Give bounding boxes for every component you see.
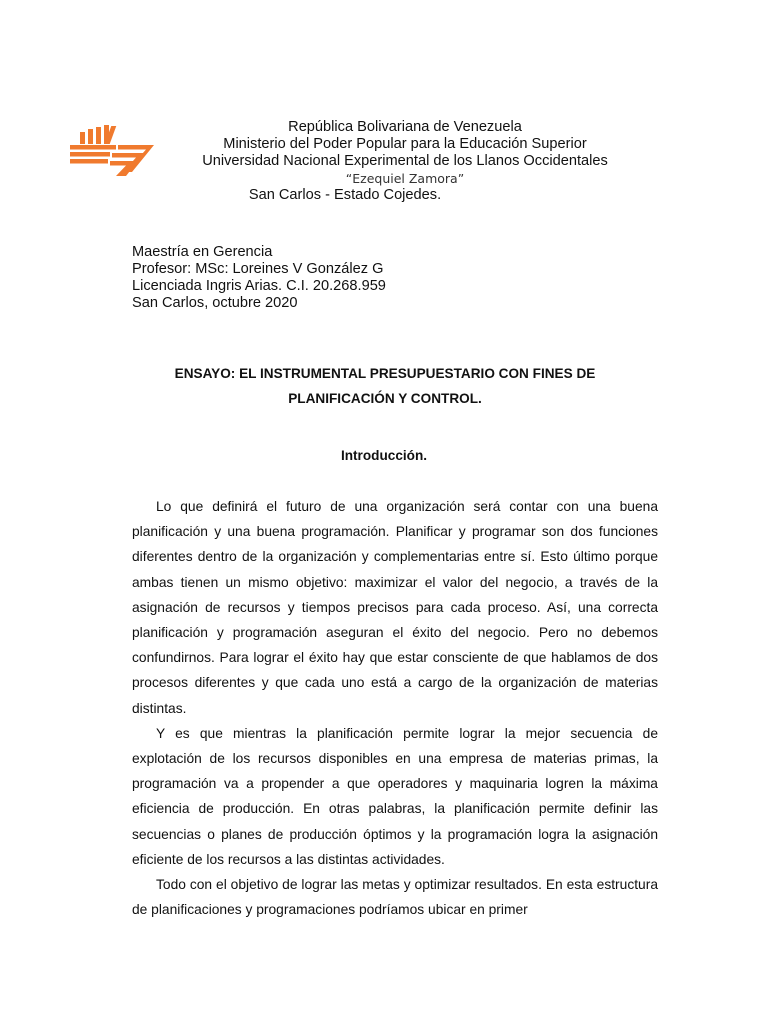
place-date-line: San Carlos, octubre 2020 (132, 295, 298, 311)
institution-header (190, 119, 620, 204)
header-city: San Carlos - Estado Cojedes. (248, 187, 442, 203)
university-stripes-logo-icon (68, 124, 158, 178)
paragraph: Lo que definirá el futuro de una organización será contar con una buena planificación y una buena programación. Planificar y programar son dos funciones diferentes dentro de la organización y complementarias entre sí. Esto último porque ambas tienen un mismo objetivo: maximizar el valor del negocio, a través de la asignación de recursos y tiempos precisos para cada proceso. Así, una correcta planificación y programación aseguran el éxito del negocio. Pero no debemos confundirnos. Para lograr el éxito hay que estar consciente de que hablamos de dos procesos diferentes y que cada uno está a cargo de la organización de materias distintas. (132, 499, 658, 716)
section-heading: Introducción. (340, 448, 428, 463)
header-university-name: “Ezequiel Zamora” (345, 171, 465, 186)
essay-title (120, 361, 650, 411)
essay-title-line2: PLANIFICACIÓN Y CONTROL. (288, 391, 482, 406)
header-ministry: Ministerio del Poder Popular para la Educación Superior (223, 136, 587, 152)
header-republic: República Bolivariana de Venezuela (288, 119, 522, 135)
paragraph: Todo con el objetivo de lograr las metas y optimizar resultados. En esta estructura de planificaciones y programaciones podríamos ubicar en primer (132, 877, 658, 918)
author-line: Licenciada Ingris Arias. C.I. 20.268.959 (132, 278, 386, 294)
essay-body (132, 494, 658, 922)
program-line: Maestría en Gerencia (132, 244, 273, 260)
essay-title-line1: ENSAYO: EL INSTRUMENTAL PRESUPUESTARIO CON FINES DE (174, 366, 596, 381)
header-university: Universidad Nacional Experimental de los Llanos Occidentales (202, 153, 608, 169)
paragraph: Y es que mientras la planificación permite lograr la mejor secuencia de explotación de los recursos disponibles en una empresa de materias primas, la programación va a propender a que operadores y maquinaria logren la máxima eficiencia de producción. En otras palabras, la planificación permite definir las secuencias o planes de producción óptimos y la programación logra la asignación eficiente de los recursos a las distintas actividades. (132, 725, 658, 867)
professor-line: Profesor: MSc: Loreines V González G (132, 261, 384, 277)
author-info (132, 244, 386, 312)
